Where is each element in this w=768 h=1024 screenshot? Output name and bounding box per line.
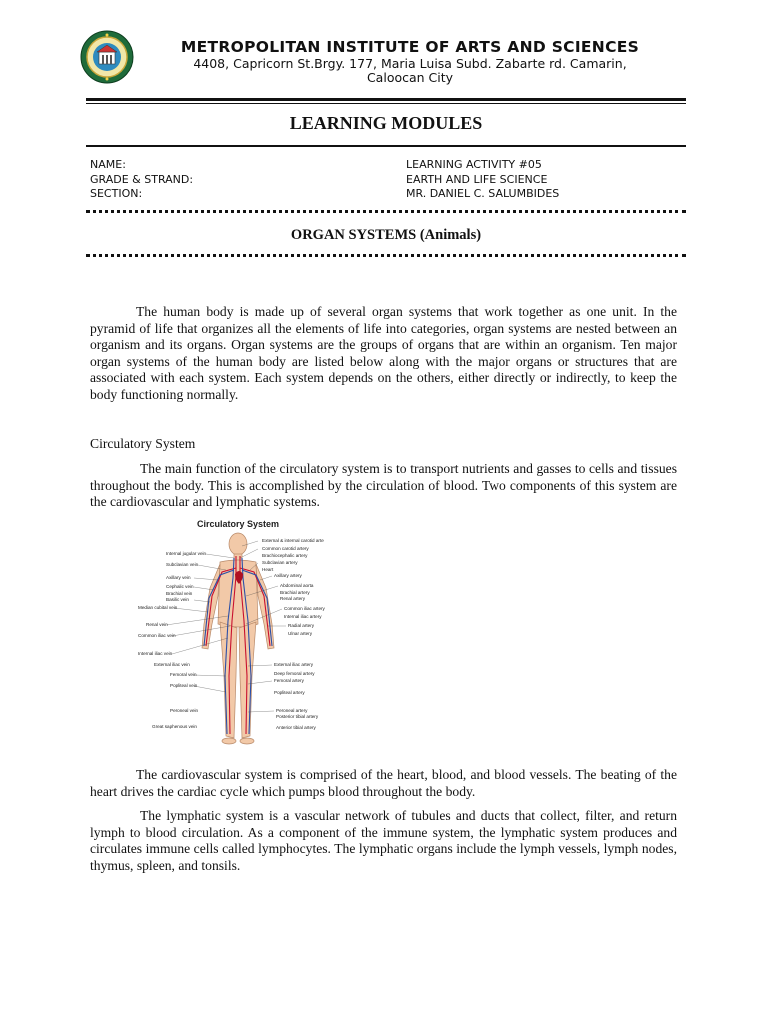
vein-label: Popliteal vein	[170, 683, 198, 688]
artery-label: Deep femoral artery	[274, 671, 315, 676]
lesson-subtitle: ORGAN SYSTEMS (Animals)	[290, 227, 482, 243]
activity-number: LEARNING ACTIVITY #05	[406, 158, 542, 171]
title-rule	[86, 145, 686, 147]
lymphatic-paragraph: The lymphatic system is a vascular network of tubules and ducts that collect, filter, and return lymph to blood circulation. As a component of the immune system, the lymphatic system produces and circulates immune cells called lymphocytes. The lymphatic organs include the lymph vessels, lymph nodes, thymus, spleen, and tonsils.	[90, 808, 677, 873]
name-label: NAME:	[90, 158, 126, 171]
artery-label: Popliteal artery	[274, 690, 305, 695]
artery-label: Abdominal aorta	[280, 583, 314, 588]
artery-label: Ulnar artery	[288, 631, 312, 636]
activity-info	[406, 158, 559, 202]
artery-label: External iliac artery	[274, 662, 314, 667]
circulatory-system-diagram	[136, 516, 340, 756]
artery-label: Renal artery	[280, 596, 306, 601]
vein-label: Renal vein	[146, 622, 168, 627]
vein-label: Great saphenous vein	[152, 724, 197, 729]
section-heading: Circulatory System	[90, 436, 196, 451]
vein-label: Peroneal vein	[170, 708, 199, 713]
artery-label: Posterior tibial artery	[276, 714, 319, 719]
artery-label: Subclavian artery	[262, 560, 298, 565]
page-title: LEARNING MODULES	[289, 113, 483, 133]
grade-strand-label: GRADE & STRAND:	[90, 172, 194, 186]
cardiovascular-paragraph: The cardiovascular system is comprised of the heart, blood, and blood vessels. The beating of the heart drives the cardiac cycle which pumps blood throughout the body.	[90, 767, 677, 799]
artery-label: Axillary artery	[274, 573, 302, 578]
circulatory-paragraph: The main function of the circulatory system is to transport nutrients and gasses to cells and tissues throughout the body. This is accomplished by the circulation of blood. Two components of this system are the cardiovascular and lymphatic systems.	[90, 461, 677, 510]
artery-label: Brachial artery	[280, 590, 310, 595]
vein-label: External iliac vein	[154, 662, 190, 667]
institution-address	[140, 57, 680, 85]
vein-label: Common iliac vein	[138, 633, 176, 638]
header-rule-bottom	[86, 103, 686, 104]
intro-paragraph: The human body is made up of several organ systems that work together as one unit. In the pyramid of life that organizes all the elements of life into categories, organ systems are nested between an organism and its organs. Organ systems are the groups of organs that are within an organism. Ten major organ systems of the human body are listed below along with the major organs or structures that are associated with each system. Each system depends on the others, either directly or indirectly, to keep the body functioning normally.	[90, 304, 677, 402]
vein-label: Internal jugular vein	[166, 551, 207, 556]
vein-labels	[138, 551, 207, 729]
artery-label: Anterior tibial artery	[276, 725, 316, 730]
figure-title: Circulatory System	[196, 519, 280, 529]
student-info	[90, 158, 193, 202]
dotted-divider-bottom	[86, 254, 686, 257]
teacher-name: MR. DANIEL C. SALUMBIDES	[406, 187, 560, 200]
artery-label: Peroneal artery	[276, 708, 308, 713]
artery-label: External & internal carotid arte	[262, 538, 324, 543]
section-label: SECTION:	[90, 187, 143, 200]
vein-label: Femoral vein	[170, 672, 197, 677]
vein-label: Cephalic vein	[166, 584, 194, 589]
artery-label: Common iliac artery	[284, 606, 325, 611]
vein-label: Median cubital vein	[138, 605, 178, 610]
vein-label: Basilic vein	[166, 597, 189, 602]
vein-label: Internal iliac vein	[138, 651, 173, 656]
address-line-1: 4408, Capricorn St.Brgy. 177, Maria Luisa Subd. Zabarte rd. Camarin,	[193, 56, 627, 71]
artery-label: Radial artery	[288, 623, 315, 628]
vein-label: Subclavian vein	[166, 562, 199, 567]
artery-label: Internal iliac artery	[284, 614, 322, 619]
dotted-divider-top	[86, 210, 686, 213]
school-logo	[80, 30, 134, 84]
header-rule-top	[86, 98, 686, 101]
institution-name: METROPOLITAN INSTITUTE OF ARTS AND SCIENCES	[180, 38, 640, 56]
artery-label: Heart	[262, 567, 274, 572]
vein-label: Brachial vein	[166, 591, 193, 596]
address-line-2: Caloocan City	[366, 70, 454, 85]
artery-label: Common carotid artery	[262, 546, 309, 551]
artery-label: Femoral artery	[274, 678, 304, 683]
artery-label: Brachiocephalic artery	[262, 553, 308, 558]
subject-name: EARTH AND LIFE SCIENCE	[406, 172, 548, 186]
vein-label: Axillary vein	[166, 575, 191, 580]
